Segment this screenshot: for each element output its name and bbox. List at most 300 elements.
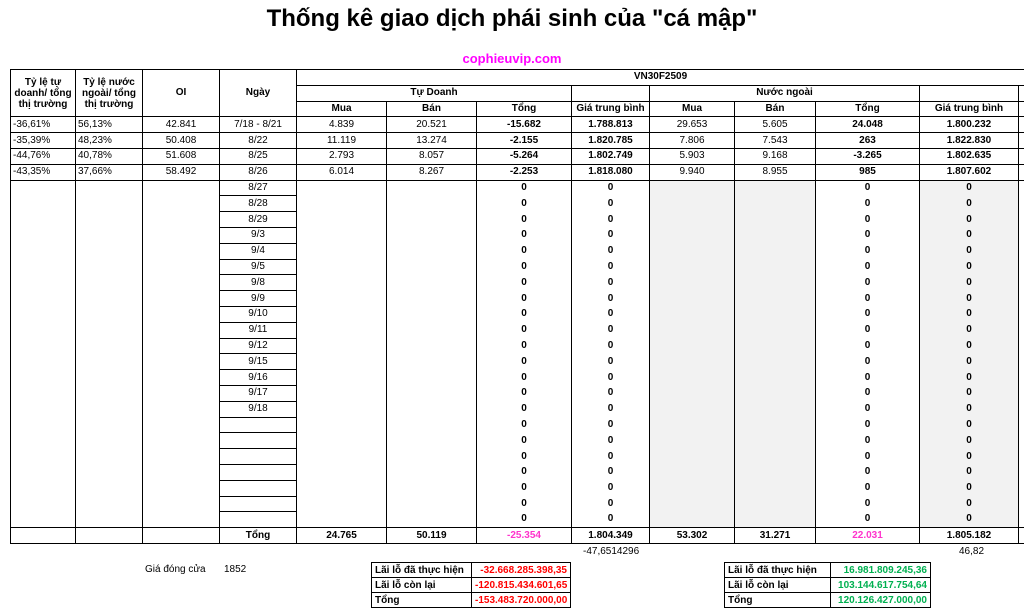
cell-td-mua bbox=[297, 259, 387, 275]
cell-td-tong: 0 bbox=[477, 180, 572, 196]
pnl-td-realized-value: -32.668.285.398,35 bbox=[472, 563, 571, 578]
cell-oi bbox=[143, 401, 220, 417]
cell-tl-td: -44,76% bbox=[11, 148, 76, 164]
cell-nn-mua bbox=[650, 227, 735, 243]
table-row bbox=[11, 464, 1024, 480]
cell-nn-tong: 0 bbox=[816, 180, 920, 196]
cell-td-gia: 0 bbox=[572, 480, 650, 496]
cell-nn-ban bbox=[735, 306, 816, 322]
table-row bbox=[11, 117, 1024, 133]
cell-td-tong: 0 bbox=[477, 354, 572, 370]
cell-td-ban bbox=[387, 227, 477, 243]
cell-td-tong: 0 bbox=[477, 433, 572, 449]
cell-td-gia: 0 bbox=[572, 196, 650, 212]
cell-nn-ban bbox=[735, 385, 816, 401]
cell-td-gia: 0 bbox=[572, 385, 650, 401]
cell-tl-td bbox=[11, 370, 76, 386]
cell-td-gia: 0 bbox=[572, 212, 650, 228]
cell-nn-ban: 5.605 bbox=[735, 117, 816, 133]
cell-oi bbox=[143, 243, 220, 259]
table-row bbox=[11, 133, 1024, 149]
cell-date bbox=[220, 449, 297, 465]
cell-date: 7/18 - 8/21 bbox=[220, 117, 297, 133]
cell-nn-ban bbox=[735, 275, 816, 291]
cell-nn-tong: 0 bbox=[816, 243, 920, 259]
table-row bbox=[11, 212, 1024, 228]
pnl-nn-realized-label: Lãi lỗ đã thực hiện bbox=[725, 563, 831, 578]
cell-nn-tong: 0 bbox=[816, 354, 920, 370]
cell-oi: 50.408 bbox=[143, 133, 220, 149]
cell-td-tong: 0 bbox=[477, 401, 572, 417]
cell-date bbox=[220, 496, 297, 512]
cell-nn-mua: 9.940 bbox=[650, 164, 735, 180]
cell-nn-ban bbox=[735, 180, 816, 196]
cell-nn-mua bbox=[650, 370, 735, 386]
cell-tl-nn bbox=[76, 464, 143, 480]
cell-nn-ban bbox=[735, 496, 816, 512]
table-row bbox=[11, 196, 1024, 212]
cell-tl-nn bbox=[76, 417, 143, 433]
cell-oi bbox=[143, 512, 220, 528]
cell-nn-mua bbox=[650, 275, 735, 291]
cell-tl-td bbox=[11, 227, 76, 243]
cell-td-mua bbox=[297, 370, 387, 386]
cell-td-gia: 0 bbox=[572, 512, 650, 528]
cell-tl-nn bbox=[76, 212, 143, 228]
header-ty-le-nuoc-ngoai: Tỷ lệ nước ngoài/ tổng thị trường bbox=[76, 70, 143, 117]
cell-nn-gia: 0 bbox=[920, 291, 1019, 307]
cell-td-gia: 0 bbox=[572, 180, 650, 196]
cell-tl-nn: 37,66% bbox=[76, 164, 143, 180]
cell-td-gia: 0 bbox=[572, 496, 650, 512]
pnl-td-remaining-value: -120.815.434.601,65 bbox=[472, 578, 571, 593]
cell-td-tong: 0 bbox=[477, 338, 572, 354]
cell-nn-gia: 0 bbox=[920, 227, 1019, 243]
cell-oi bbox=[143, 275, 220, 291]
cell-tl-nn bbox=[76, 259, 143, 275]
cell-date: 8/27 bbox=[220, 180, 297, 196]
cell-td-ban bbox=[387, 338, 477, 354]
cell-td-mua bbox=[297, 496, 387, 512]
cell-nn-tong: 0 bbox=[816, 496, 920, 512]
cell-nn-gia: 0 bbox=[920, 306, 1019, 322]
cell-td-mua bbox=[297, 322, 387, 338]
cell-nn-ban bbox=[735, 338, 816, 354]
cell-tl-td: -36,61% bbox=[11, 117, 76, 133]
header-nn-ban: Bán bbox=[735, 101, 816, 117]
cell-tl-td bbox=[11, 243, 76, 259]
cell-td-ban: 13.274 bbox=[387, 133, 477, 149]
cell-td-tong: 0 bbox=[477, 480, 572, 496]
cell-nn-mua bbox=[650, 354, 735, 370]
cell-td-tong: 0 bbox=[477, 449, 572, 465]
cell-td-mua bbox=[297, 180, 387, 196]
cell-nn-ban bbox=[735, 243, 816, 259]
total-td-tong: -25.354 bbox=[477, 528, 572, 544]
cell-td-tong: -2.155 bbox=[477, 133, 572, 149]
header-td-ban: Bán bbox=[387, 101, 477, 117]
cell-tl-td bbox=[11, 275, 76, 291]
table-row bbox=[11, 259, 1024, 275]
cell-td-tong: 0 bbox=[477, 496, 572, 512]
cell-nn-tong: 0 bbox=[816, 417, 920, 433]
cell-nn-mua bbox=[650, 322, 735, 338]
cell-tl-nn bbox=[76, 480, 143, 496]
cell-nn-ban: 8.955 bbox=[735, 164, 816, 180]
cell-td-mua bbox=[297, 433, 387, 449]
cell-td-ban bbox=[387, 433, 477, 449]
cell-tl-nn bbox=[76, 227, 143, 243]
cell-td-gia: 0 bbox=[572, 464, 650, 480]
cell-tl-nn bbox=[76, 385, 143, 401]
total-nn-ban: 31.271 bbox=[735, 528, 816, 544]
header-oi: OI bbox=[143, 70, 220, 117]
cell-date: 9/4 bbox=[220, 243, 297, 259]
cell-td-gia: 0 bbox=[572, 370, 650, 386]
cell-nn-gia: 0 bbox=[920, 385, 1019, 401]
cell-date: 9/15 bbox=[220, 354, 297, 370]
site-link[interactable]: cophieuvip.com bbox=[462, 51, 562, 66]
cell-td-ban bbox=[387, 480, 477, 496]
cell-tl-nn bbox=[76, 370, 143, 386]
cell-nn-mua bbox=[650, 464, 735, 480]
table-row bbox=[11, 401, 1024, 417]
cell-oi bbox=[143, 496, 220, 512]
cell-td-mua bbox=[297, 196, 387, 212]
pnl-td-realized-label: Lãi lỗ đã thực hiện bbox=[372, 563, 472, 578]
cell-oi bbox=[143, 464, 220, 480]
cell-nn-tong: 0 bbox=[816, 433, 920, 449]
cell-nn-tong: 0 bbox=[816, 227, 920, 243]
cell-nn-tong: 0 bbox=[816, 275, 920, 291]
cell-td-ban bbox=[387, 306, 477, 322]
cell-td-mua bbox=[297, 464, 387, 480]
cell-td-ban bbox=[387, 180, 477, 196]
cell-oi bbox=[143, 370, 220, 386]
cell-td-gia: 0 bbox=[572, 433, 650, 449]
table-row bbox=[11, 148, 1024, 164]
cell-tl-td bbox=[11, 496, 76, 512]
cell-nn-ban bbox=[735, 401, 816, 417]
cell-nn-tong: 0 bbox=[816, 385, 920, 401]
cell-tl-nn bbox=[76, 180, 143, 196]
cell-td-ban bbox=[387, 275, 477, 291]
table-row bbox=[11, 180, 1024, 196]
header-td-mua: Mua bbox=[297, 101, 387, 117]
cell-nn-gia: 0 bbox=[920, 417, 1019, 433]
cell-oi bbox=[143, 449, 220, 465]
cell-td-tong: 0 bbox=[477, 464, 572, 480]
header-ty-le-tu-doanh: Tỷ lệ tự doanh/ tổng thị trường bbox=[11, 70, 76, 117]
pnl-td-total-label: Tổng bbox=[372, 593, 472, 608]
header-td-tong: Tổng bbox=[477, 101, 572, 117]
table-row bbox=[11, 496, 1024, 512]
cell-td-gia: 0 bbox=[572, 449, 650, 465]
cell-td-mua: 4.839 bbox=[297, 117, 387, 133]
cell-nn-gia: 0 bbox=[920, 354, 1019, 370]
cell-nn-ban bbox=[735, 417, 816, 433]
cell-tl-td bbox=[11, 417, 76, 433]
cell-tl-nn bbox=[76, 275, 143, 291]
cell-td-ban bbox=[387, 212, 477, 228]
total-label: Tổng bbox=[220, 528, 297, 544]
cell-td-gia: 0 bbox=[572, 417, 650, 433]
cell-tl-nn: 56,13% bbox=[76, 117, 143, 133]
cell-nn-tong: 0 bbox=[816, 291, 920, 307]
cell-tl-nn bbox=[76, 322, 143, 338]
cell-tl-td: -35,39% bbox=[11, 133, 76, 149]
cell-nn-tong: 0 bbox=[816, 196, 920, 212]
cell-td-gia: 0 bbox=[572, 306, 650, 322]
cell-nn-mua bbox=[650, 338, 735, 354]
cell-tl-td bbox=[11, 306, 76, 322]
cell-date: 8/22 bbox=[220, 133, 297, 149]
cell-nn-tong: 0 bbox=[816, 449, 920, 465]
cell-td-ban bbox=[387, 243, 477, 259]
cell-oi bbox=[143, 433, 220, 449]
table-row bbox=[11, 354, 1024, 370]
cell-nn-ban bbox=[735, 196, 816, 212]
cell-nn-tong: 0 bbox=[816, 480, 920, 496]
cell-td-ban bbox=[387, 512, 477, 528]
cell-td-tong: 0 bbox=[477, 291, 572, 307]
cell-tl-td bbox=[11, 212, 76, 228]
cell-td-mua bbox=[297, 243, 387, 259]
cell-td-mua bbox=[297, 401, 387, 417]
cell-tl-td bbox=[11, 322, 76, 338]
cell-td-mua bbox=[297, 291, 387, 307]
cell-nn-ban bbox=[735, 212, 816, 228]
cell-tl-td bbox=[11, 291, 76, 307]
cell-nn-ban bbox=[735, 433, 816, 449]
cell-nn-tong: 24.048 bbox=[816, 117, 920, 133]
cell-nn-ban bbox=[735, 464, 816, 480]
cell-td-mua bbox=[297, 306, 387, 322]
cell-td-gia: 1.802.749 bbox=[572, 148, 650, 164]
pnl-nuoc-ngoai bbox=[724, 562, 931, 608]
cell-td-tong: 0 bbox=[477, 385, 572, 401]
cell-oi bbox=[143, 306, 220, 322]
cell-tl-nn bbox=[76, 512, 143, 528]
cell-nn-tong: 0 bbox=[816, 370, 920, 386]
cell-nn-gia: 0 bbox=[920, 401, 1019, 417]
cell-oi bbox=[143, 354, 220, 370]
cell-oi bbox=[143, 291, 220, 307]
total-nn-tong: 22.031 bbox=[816, 528, 920, 544]
cell-oi: 42.841 bbox=[143, 117, 220, 133]
cell-td-ban bbox=[387, 370, 477, 386]
cell-td-mua bbox=[297, 338, 387, 354]
nn-ratio-note: 46,82 bbox=[959, 546, 985, 557]
cell-tl-td: -43,35% bbox=[11, 164, 76, 180]
cell-date: 8/26 bbox=[220, 164, 297, 180]
cell-nn-gia: 0 bbox=[920, 496, 1019, 512]
cell-nn-tong: 0 bbox=[816, 306, 920, 322]
cell-date: 9/10 bbox=[220, 306, 297, 322]
cell-nn-gia: 0 bbox=[920, 180, 1019, 196]
cell-nn-mua bbox=[650, 196, 735, 212]
cell-tl-td bbox=[11, 480, 76, 496]
cell-oi bbox=[143, 259, 220, 275]
cell-oi: 58.492 bbox=[143, 164, 220, 180]
header-nn-gia: Giá trung bình bbox=[920, 101, 1019, 117]
cell-nn-ban bbox=[735, 480, 816, 496]
cell-date bbox=[220, 512, 297, 528]
pnl-nn-realized-value: 16.981.809.245,36 bbox=[831, 563, 931, 578]
cell-nn-ban bbox=[735, 291, 816, 307]
cell-tl-nn bbox=[76, 449, 143, 465]
cell-td-tong: 0 bbox=[477, 196, 572, 212]
cell-td-mua bbox=[297, 275, 387, 291]
cell-nn-tong: 0 bbox=[816, 322, 920, 338]
cell-td-gia: 0 bbox=[572, 243, 650, 259]
header-ngay: Ngày bbox=[220, 70, 297, 117]
table-row bbox=[11, 480, 1024, 496]
cell-td-mua: 11.119 bbox=[297, 133, 387, 149]
header-td-gia: Giá trung bình bbox=[572, 101, 650, 117]
cell-td-ban bbox=[387, 385, 477, 401]
cell-tl-nn bbox=[76, 291, 143, 307]
cell-nn-ban bbox=[735, 322, 816, 338]
cell-td-gia: 0 bbox=[572, 322, 650, 338]
table-row bbox=[11, 275, 1024, 291]
cell-nn-ban: 7.543 bbox=[735, 133, 816, 149]
cell-td-ban: 20.521 bbox=[387, 117, 477, 133]
cell-td-tong: 0 bbox=[477, 322, 572, 338]
cell-tl-td bbox=[11, 512, 76, 528]
table-row bbox=[11, 164, 1024, 180]
cell-td-gia: 1.818.080 bbox=[572, 164, 650, 180]
cell-td-tong: 0 bbox=[477, 417, 572, 433]
cell-td-mua bbox=[297, 227, 387, 243]
cell-nn-tong: 985 bbox=[816, 164, 920, 180]
cell-tl-nn bbox=[76, 354, 143, 370]
cell-nn-gia: 0 bbox=[920, 212, 1019, 228]
cell-oi bbox=[143, 227, 220, 243]
cell-nn-mua bbox=[650, 212, 735, 228]
cell-td-ban bbox=[387, 322, 477, 338]
total-td-ban: 50.119 bbox=[387, 528, 477, 544]
cell-td-tong: 0 bbox=[477, 306, 572, 322]
cell-tl-nn bbox=[76, 401, 143, 417]
cell-td-ban bbox=[387, 417, 477, 433]
total-td-mua: 24.765 bbox=[297, 528, 387, 544]
cell-nn-mua bbox=[650, 512, 735, 528]
cell-nn-gia: 1.802.635 bbox=[920, 148, 1019, 164]
cell-date: 9/16 bbox=[220, 370, 297, 386]
cell-td-mua bbox=[297, 449, 387, 465]
cell-td-ban bbox=[387, 259, 477, 275]
cell-td-gia: 0 bbox=[572, 227, 650, 243]
cell-nn-mua bbox=[650, 401, 735, 417]
cell-tl-nn: 48,23% bbox=[76, 133, 143, 149]
cell-td-tong: 0 bbox=[477, 212, 572, 228]
cell-td-mua bbox=[297, 385, 387, 401]
cell-nn-mua bbox=[650, 449, 735, 465]
cell-td-gia: 0 bbox=[572, 291, 650, 307]
cell-oi bbox=[143, 196, 220, 212]
cell-date: 9/8 bbox=[220, 275, 297, 291]
cell-date bbox=[220, 417, 297, 433]
cell-tl-nn bbox=[76, 433, 143, 449]
cell-nn-mua: 29.653 bbox=[650, 117, 735, 133]
cell-tl-nn: 40,78% bbox=[76, 148, 143, 164]
pnl-nn-remaining-label: Lãi lỗ còn lại bbox=[725, 578, 831, 593]
cell-td-gia: 0 bbox=[572, 354, 650, 370]
cell-nn-gia: 0 bbox=[920, 259, 1019, 275]
cell-td-gia: 0 bbox=[572, 259, 650, 275]
cell-oi: 51.608 bbox=[143, 148, 220, 164]
cell-td-ban bbox=[387, 401, 477, 417]
cell-nn-mua bbox=[650, 480, 735, 496]
pnl-nn-remaining-value: 103.144.617.754,64 bbox=[831, 578, 931, 593]
cell-oi bbox=[143, 212, 220, 228]
cell-date: 9/12 bbox=[220, 338, 297, 354]
cell-td-tong: -2.253 bbox=[477, 164, 572, 180]
pnl-nn-total-value: 120.126.427.000,00 bbox=[831, 593, 931, 608]
cell-td-ban bbox=[387, 464, 477, 480]
cell-nn-tong: 0 bbox=[816, 212, 920, 228]
cell-tl-td bbox=[11, 259, 76, 275]
cell-td-mua: 6.014 bbox=[297, 164, 387, 180]
header-contract: VN30F2509 bbox=[297, 70, 1024, 86]
cell-td-mua bbox=[297, 212, 387, 228]
cell-td-mua bbox=[297, 512, 387, 528]
td-ratio-note: -47,6514296 bbox=[583, 546, 640, 557]
cell-nn-tong: 0 bbox=[816, 259, 920, 275]
cell-date: 9/18 bbox=[220, 401, 297, 417]
cell-nn-mua bbox=[650, 180, 735, 196]
cell-nn-ban: 9.168 bbox=[735, 148, 816, 164]
cell-nn-gia: 0 bbox=[920, 338, 1019, 354]
cell-nn-mua bbox=[650, 385, 735, 401]
cell-date: 8/29 bbox=[220, 212, 297, 228]
cell-tl-td bbox=[11, 464, 76, 480]
pnl-tu-doanh bbox=[371, 562, 571, 608]
cell-td-ban bbox=[387, 196, 477, 212]
table-row bbox=[11, 291, 1024, 307]
total-row bbox=[11, 528, 1024, 544]
cell-nn-ban bbox=[735, 512, 816, 528]
cell-date: 8/25 bbox=[220, 148, 297, 164]
cell-oi bbox=[143, 322, 220, 338]
total-nn-mua: 53.302 bbox=[650, 528, 735, 544]
page-title: Thống kê giao dịch phái sinh của "cá mập" bbox=[266, 5, 758, 32]
cell-date bbox=[220, 480, 297, 496]
cell-oi bbox=[143, 480, 220, 496]
cell-oi bbox=[143, 417, 220, 433]
cell-nn-ban bbox=[735, 354, 816, 370]
cell-nn-ban bbox=[735, 259, 816, 275]
cell-date: 9/9 bbox=[220, 291, 297, 307]
header-nn-mua: Mua bbox=[650, 101, 735, 117]
header-nuoc-ngoai: Nước ngoài bbox=[650, 85, 920, 101]
cell-td-ban bbox=[387, 354, 477, 370]
cell-nn-tong: 0 bbox=[816, 512, 920, 528]
cell-td-tong: 0 bbox=[477, 275, 572, 291]
cell-nn-mua bbox=[650, 433, 735, 449]
table-row bbox=[11, 370, 1024, 386]
cell-tl-td bbox=[11, 385, 76, 401]
cell-nn-tong: 263 bbox=[816, 133, 920, 149]
header-tu-doanh: Tự Doanh bbox=[297, 85, 572, 101]
cell-tl-td bbox=[11, 449, 76, 465]
cell-tl-nn bbox=[76, 306, 143, 322]
cell-td-tong: -15.682 bbox=[477, 117, 572, 133]
cell-td-ban bbox=[387, 449, 477, 465]
closing-price-label: Giá đóng cửa bbox=[145, 564, 206, 575]
stats-table bbox=[10, 69, 1024, 544]
